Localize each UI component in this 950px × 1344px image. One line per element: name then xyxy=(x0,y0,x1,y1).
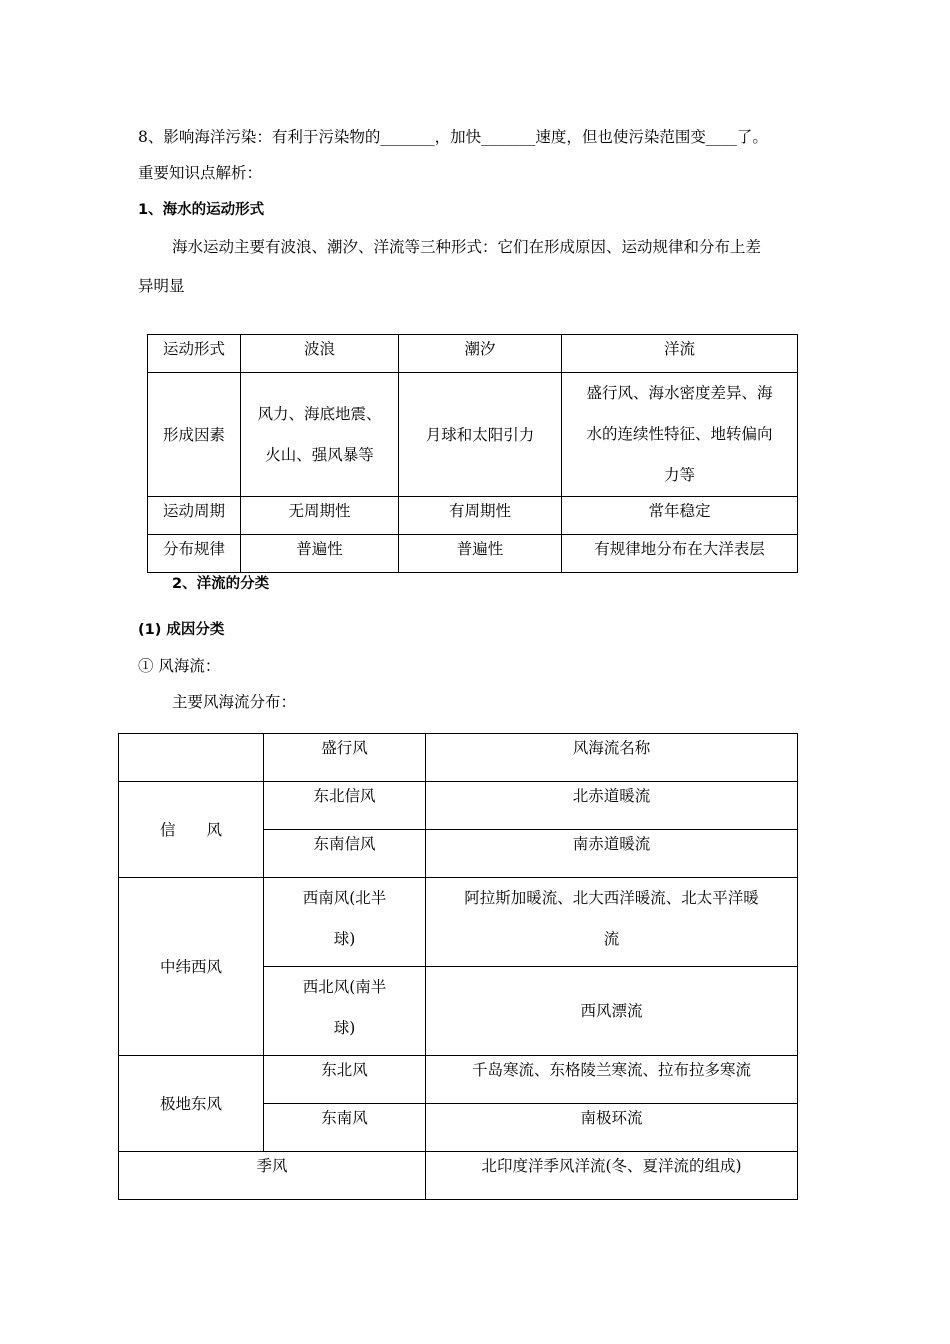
table-row xyxy=(148,497,798,535)
row-label: 运动周期 xyxy=(148,497,241,535)
current-cell: 西风漂流 xyxy=(426,967,798,1056)
table-row xyxy=(148,373,798,497)
row-group-label: 中纬西风 xyxy=(119,878,264,1056)
row-group-label: 信 风 xyxy=(119,782,264,878)
cell-line: 阿拉斯加暖流、北大西洋暖流、北太平洋暖 xyxy=(464,889,759,907)
table-row xyxy=(148,535,798,573)
cell-line: 水的连续性特征、地转偏向 xyxy=(586,425,773,443)
table-row xyxy=(119,1056,798,1104)
row-label: 形成因素 xyxy=(148,373,241,497)
table-cell: 月球和太阳引力 xyxy=(399,373,562,497)
cell-line: 西南风(北半 xyxy=(302,889,387,907)
header-cell: 运动形式 xyxy=(148,335,241,373)
current-cell: 千岛寒流、东格陵兰寒流、拉布拉多寒流 xyxy=(426,1056,798,1104)
section-1-paragraph-line-2: 异明显 xyxy=(138,277,185,295)
table-cell: 有周期性 xyxy=(399,497,562,535)
header-cell: 洋流 xyxy=(562,335,798,373)
analysis-heading: 重要知识点解析： xyxy=(138,164,263,182)
section-2-title: 2、洋流的分类 xyxy=(172,576,270,592)
wind-cell: 东北风 xyxy=(264,1056,426,1104)
table-cell: 普遍性 xyxy=(241,535,399,573)
subsection-title: (1) 成因分类 xyxy=(138,622,225,638)
header-cell: 盛行风 xyxy=(264,734,426,782)
current-cell: 南极环流 xyxy=(426,1104,798,1152)
cell-line: 球) xyxy=(333,1019,356,1037)
cell-line: 火山、强风暴等 xyxy=(265,445,374,464)
table-row xyxy=(119,782,798,830)
cell-line: 风力、海底地震、 xyxy=(257,404,382,423)
empty-header-cell xyxy=(119,734,264,782)
table-row xyxy=(119,878,798,967)
header-cell: 潮汐 xyxy=(399,335,562,373)
row-label: 分布规律 xyxy=(148,535,241,573)
table-cell: 普遍性 xyxy=(399,535,562,573)
table-cell: 有规律地分布在大洋表层 xyxy=(562,535,798,573)
table-cell xyxy=(562,373,798,497)
table-cell: 无周期性 xyxy=(241,497,399,535)
wind-currents-table xyxy=(118,733,798,1200)
motion-forms-table xyxy=(147,334,798,573)
cell-line: 力等 xyxy=(663,466,695,484)
cell-line: 球) xyxy=(333,930,356,948)
section-1-title: 1、海水的运动形式 xyxy=(138,202,265,218)
current-cell: 北印度洋季风洋流(冬、夏洋流的组成) xyxy=(426,1152,798,1200)
question-8: 8、影响海洋污染：有利于污染物的_______，加快_______速度，但也使污染范围变____了。 xyxy=(138,128,768,146)
cell-line: 盛行风、海水密度差异、海 xyxy=(586,384,773,402)
current-cell: 北赤道暖流 xyxy=(426,782,798,830)
header-cell: 风海流名称 xyxy=(426,734,798,782)
cell-line: 流 xyxy=(603,930,620,948)
wind-cell: 东南信风 xyxy=(264,830,426,878)
table-row xyxy=(119,734,798,782)
current-cell: 南赤道暖流 xyxy=(426,830,798,878)
table-cell: 常年稳定 xyxy=(562,497,798,535)
wind-cell xyxy=(264,878,426,967)
item-wind-driven: ① 风海流： xyxy=(138,657,221,675)
current-cell xyxy=(426,878,798,967)
section-1-paragraph-line-1: 海水运动主要有波浪、潮汐、洋流等三种形式：它们在形成原因、运动规律和分布上差 xyxy=(172,238,762,256)
wind-cell: 东南风 xyxy=(264,1104,426,1152)
table-row xyxy=(148,335,798,373)
wind-cell: 东北信风 xyxy=(264,782,426,830)
header-cell: 波浪 xyxy=(241,335,399,373)
table-cell xyxy=(241,373,399,497)
row-group-label: 极地东风 xyxy=(119,1056,264,1152)
item-subheading: 主要风海流分布： xyxy=(172,693,297,711)
cell-line: 西北风(南半 xyxy=(302,978,387,996)
table-row xyxy=(119,1152,798,1200)
monsoon-label: 季风 xyxy=(119,1152,426,1200)
wind-cell xyxy=(264,967,426,1056)
